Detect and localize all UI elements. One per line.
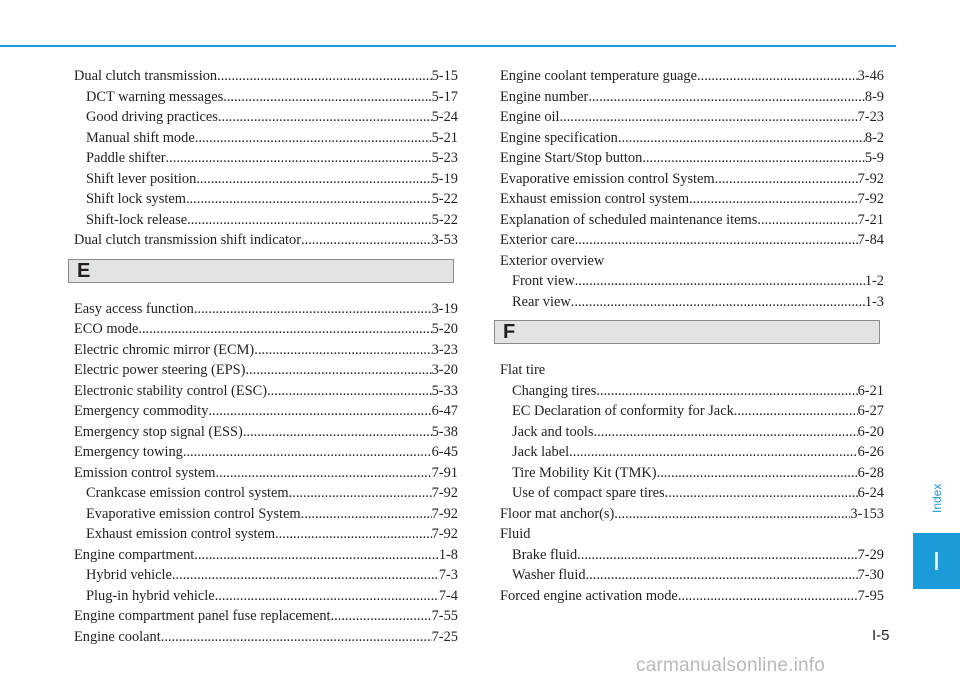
- entry-text: Manual shift mode: [86, 129, 195, 146]
- section-header-f: [494, 320, 880, 344]
- index-entry: [74, 586, 458, 607]
- index-entry: [500, 483, 884, 504]
- entry-text: Dual clutch transmission shift indicator: [74, 232, 302, 248]
- dot-leader: [275, 524, 432, 545]
- entry-page: 6-27: [857, 403, 884, 419]
- index-entry: [74, 504, 458, 525]
- entry-page: 3-23: [431, 341, 458, 358]
- dot-leader: [734, 401, 858, 422]
- entry-text: Engine oil: [500, 109, 560, 125]
- index-entry: [74, 360, 458, 381]
- entry-page: 5-38: [431, 423, 458, 440]
- dot-leader: [678, 586, 858, 607]
- entry-page: 6-26: [857, 444, 884, 460]
- entry-page: 3-46: [857, 68, 884, 84]
- dot-leader: [223, 87, 431, 108]
- page-number: I-5: [872, 627, 890, 644]
- index-group: [500, 66, 884, 312]
- entry-text: Emergency stop signal (ESS): [74, 423, 243, 440]
- dot-leader: [194, 299, 432, 320]
- entry-text: Engine Start/Stop button: [500, 150, 643, 166]
- entry-page: 1-3: [864, 293, 884, 310]
- entry-page: 5-20: [431, 321, 458, 337]
- dot-leader: [289, 483, 432, 504]
- index-entry: [74, 524, 458, 545]
- entry-page: 7-92: [431, 526, 458, 542]
- dot-leader: [689, 189, 858, 210]
- entry-page: 6-45: [431, 444, 458, 460]
- entry-page: 7-92: [431, 505, 458, 522]
- index-entry: [74, 299, 458, 320]
- dot-leader: [594, 422, 858, 443]
- section-header-e: [68, 259, 454, 283]
- entry-page: 7-92: [857, 170, 884, 187]
- index-entry: [74, 401, 458, 422]
- dot-leader: [245, 360, 431, 381]
- entry-text: Engine specification: [500, 129, 618, 146]
- dot-leader: [586, 565, 858, 586]
- index-entry: [74, 210, 458, 231]
- entry-page: 6-24: [857, 485, 884, 501]
- entry-text: Shift lever position: [86, 170, 197, 187]
- entry-text: DCT warning messages: [86, 88, 224, 105]
- entry-page: 1-8: [438, 546, 458, 563]
- index-entry: [74, 463, 458, 484]
- index-entry: [500, 463, 884, 484]
- index-entry: [74, 148, 458, 169]
- index-entry: [74, 169, 458, 190]
- entry-page: 7-29: [857, 546, 884, 563]
- entry-page: 5-19: [431, 170, 458, 187]
- dot-leader: [331, 606, 432, 627]
- side-tab-letter: I: [913, 533, 960, 589]
- entry-text: EC Declaration of conformity for Jack: [512, 403, 734, 419]
- dot-leader: [614, 504, 850, 525]
- entry-text: Engine number: [500, 88, 589, 105]
- dot-leader: [216, 463, 432, 484]
- index-entry: [500, 87, 884, 108]
- entry-text: Shift lock system: [86, 191, 186, 207]
- entry-text: Plug-in hybrid vehicle: [86, 587, 215, 604]
- index-entry: [500, 524, 884, 545]
- index-column-left: [74, 66, 458, 647]
- section-letter: F: [503, 321, 516, 343]
- dot-leader: [218, 107, 432, 128]
- index-entry: [500, 586, 884, 607]
- entry-text: Emission control system: [74, 464, 216, 481]
- index-entry: [74, 66, 458, 87]
- index-entry: [74, 230, 458, 251]
- entry-page: 8-2: [864, 129, 884, 146]
- dot-leader: [596, 381, 857, 402]
- dot-leader: [138, 319, 431, 340]
- dot-leader: [665, 483, 858, 504]
- dot-leader: [172, 565, 439, 586]
- index-entry: [500, 360, 884, 381]
- dot-leader: [575, 271, 865, 292]
- dot-leader: [166, 148, 432, 169]
- header-rule: [0, 45, 896, 47]
- dot-leader: [161, 627, 432, 648]
- entry-page: 1-2: [864, 273, 884, 289]
- entry-page: 5-9: [864, 150, 884, 166]
- entry-page: 6-28: [857, 464, 884, 481]
- entry-text: Hybrid vehicle: [86, 567, 172, 583]
- dot-leader: [618, 128, 865, 149]
- entry-page: 5-23: [431, 150, 458, 166]
- entry-text: ECO mode: [74, 321, 139, 337]
- entry-text: Easy access function: [74, 300, 194, 317]
- index-group: [74, 299, 458, 648]
- entry-page: 5-17: [431, 88, 458, 105]
- index-entry: [500, 401, 884, 422]
- dot-leader: [571, 292, 865, 313]
- entry-text: Floor mat anchor(s): [500, 505, 615, 522]
- index-entry: [500, 210, 884, 231]
- entry-text: Exterior care: [500, 232, 575, 248]
- entry-text: Exterior overview: [500, 252, 605, 269]
- entry-text: Crankcase emission control system: [86, 485, 289, 501]
- side-tab-label: Index: [930, 483, 944, 513]
- entry-text: Electric chromic mirror (ECM): [74, 341, 255, 358]
- section-letter: E: [77, 259, 91, 282]
- index-entry: [500, 251, 884, 272]
- dot-leader: [575, 230, 858, 251]
- entry-text: Brake fluid: [512, 546, 578, 563]
- index-entry: [500, 381, 884, 402]
- entry-page: 7-92: [857, 191, 884, 207]
- index-column-right: [500, 66, 884, 606]
- entry-page: 5-21: [431, 129, 458, 146]
- index-entry: [74, 87, 458, 108]
- entry-page: 6-47: [431, 403, 458, 419]
- index-entry: [500, 169, 884, 190]
- index-entry: [74, 422, 458, 443]
- dot-leader: [301, 230, 432, 251]
- index-entry: [500, 565, 884, 586]
- entry-page: 7-25: [431, 628, 458, 645]
- entry-text: Electronic stability control (ESC): [74, 382, 268, 399]
- index-entry: [74, 442, 458, 463]
- entry-text: Rear view: [512, 293, 571, 310]
- index-group: [74, 66, 458, 251]
- entry-text: Electric power steering (EPS): [74, 362, 246, 378]
- entry-page: 7-91: [431, 464, 458, 481]
- dot-leader: [301, 504, 432, 525]
- entry-text: Use of compact spare tires: [512, 485, 665, 501]
- entry-page: 6-20: [857, 423, 884, 440]
- entry-text: Engine coolant temperature guage: [500, 68, 697, 84]
- dot-leader: [560, 107, 858, 128]
- entry-page: 5-24: [431, 109, 458, 125]
- dot-leader: [642, 148, 865, 169]
- entry-text: Engine compartment: [74, 546, 195, 563]
- entry-page: 7-4: [438, 587, 458, 604]
- entry-page: 5-22: [431, 211, 458, 228]
- index-entry: [74, 545, 458, 566]
- entry-text: Fluid: [500, 526, 531, 542]
- dot-leader: [183, 442, 432, 463]
- index-entry: [500, 504, 884, 525]
- dot-leader: [577, 545, 857, 566]
- dot-leader: [254, 340, 431, 361]
- dot-leader: [208, 401, 431, 422]
- dot-leader: [697, 66, 858, 87]
- index-entry: [500, 230, 884, 251]
- entry-text: Exhaust emission control system: [500, 191, 690, 207]
- dot-leader: [186, 189, 432, 210]
- entry-page: 3-20: [431, 362, 458, 378]
- dot-leader: [187, 210, 432, 231]
- index-entry: [74, 381, 458, 402]
- dot-leader: [657, 463, 858, 484]
- entry-text: Tire Mobility Kit (TMK): [512, 464, 657, 481]
- entry-text: Washer fluid: [512, 567, 586, 583]
- entry-text: Explanation of scheduled maintenance items: [500, 211, 758, 228]
- entry-page: 7-92: [431, 485, 458, 501]
- index-entry: [74, 128, 458, 149]
- watermark: carmanualsonline.info: [636, 655, 826, 676]
- index-group: [500, 360, 884, 606]
- dot-leader: [195, 128, 432, 149]
- entry-page: 7-84: [857, 232, 884, 248]
- entry-text: Flat tire: [500, 362, 546, 378]
- index-entry: [74, 565, 458, 586]
- dot-leader: [715, 169, 858, 190]
- dot-leader: [194, 545, 439, 566]
- entry-text: Front view: [512, 273, 575, 289]
- index-entry: [500, 66, 884, 87]
- entry-page: 7-3: [438, 567, 458, 583]
- dot-leader: [588, 87, 864, 108]
- index-entry: [74, 483, 458, 504]
- entry-page: 7-55: [431, 608, 458, 624]
- entry-page: 8-9: [864, 88, 884, 105]
- entry-page: 5-22: [431, 191, 458, 207]
- index-entry: [74, 107, 458, 128]
- entry-text: Evaporative emission control System: [86, 505, 301, 522]
- index-entry: [500, 271, 884, 292]
- entry-text: Emergency commodity: [74, 403, 209, 419]
- entry-text: Engine coolant: [74, 628, 161, 645]
- dot-leader: [215, 586, 439, 607]
- dot-leader: [267, 381, 432, 402]
- entry-text: Exhaust emission control system: [86, 526, 276, 542]
- entry-text: Jack label: [512, 444, 570, 460]
- entry-text: Dual clutch transmission: [74, 68, 218, 84]
- entry-text: Shift-lock release: [86, 211, 188, 228]
- entry-text: Jack and tools: [512, 423, 594, 440]
- entry-page: 7-23: [857, 109, 884, 125]
- entry-page: 7-95: [857, 587, 884, 604]
- entry-text: Emergency towing: [74, 444, 183, 460]
- index-entry: [500, 148, 884, 169]
- entry-page: 5-33: [431, 382, 458, 399]
- dot-leader: [243, 422, 432, 443]
- entry-text: Good driving practices: [86, 109, 218, 125]
- entry-page: 6-21: [857, 382, 884, 399]
- entry-page: 7-21: [857, 211, 884, 228]
- entry-page: 3-153: [850, 505, 884, 522]
- index-entry: [500, 442, 884, 463]
- index-entry: [74, 627, 458, 648]
- index-entry: [74, 606, 458, 627]
- index-entry: [500, 422, 884, 443]
- entry-page: 7-30: [857, 567, 884, 583]
- entry-text: Evaporative emission control System: [500, 170, 715, 187]
- dot-leader: [569, 442, 857, 463]
- index-entry: [500, 189, 884, 210]
- dot-leader: [757, 210, 857, 231]
- index-entry: [74, 340, 458, 361]
- index-entry: [74, 189, 458, 210]
- index-entry: [500, 107, 884, 128]
- entry-text: Forced engine activation mode: [500, 587, 678, 604]
- index-entry: [500, 292, 884, 313]
- dot-leader: [196, 169, 431, 190]
- entry-text: Changing tires: [512, 382, 597, 399]
- index-entry: [500, 545, 884, 566]
- index-entry: [500, 128, 884, 149]
- entry-page: 5-15: [431, 68, 458, 84]
- dot-leader: [217, 66, 432, 87]
- entry-page: 3-53: [431, 232, 458, 248]
- entry-text: Engine compartment panel fuse replacement: [74, 608, 331, 624]
- entry-text: Paddle shifter: [86, 150, 166, 166]
- index-entry: [74, 319, 458, 340]
- entry-page: 3-19: [431, 300, 458, 317]
